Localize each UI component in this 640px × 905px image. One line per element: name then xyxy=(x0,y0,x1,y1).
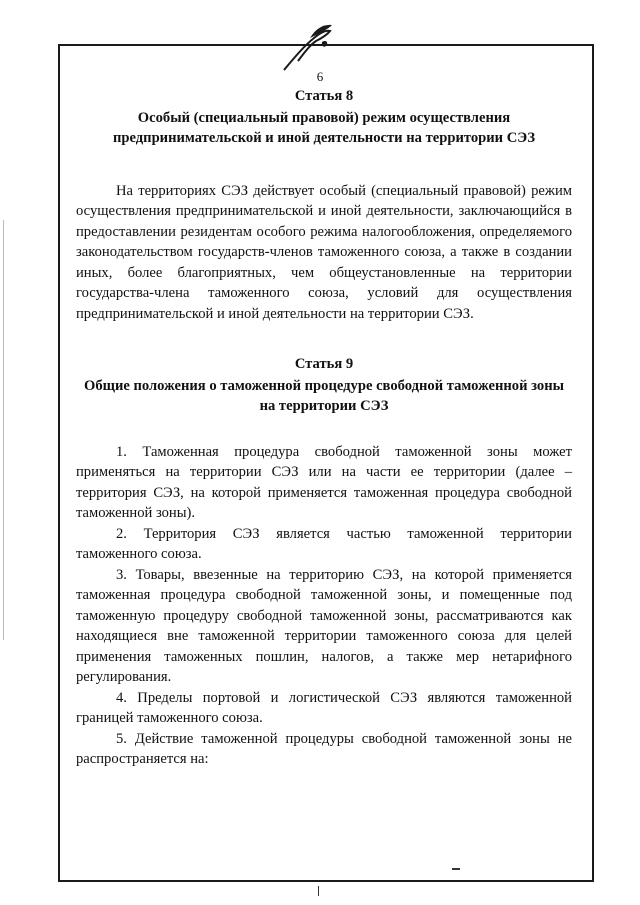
article-9-paragraph-3: 3. Товары, ввезенные на территорию СЭЗ, на которой применяется таможенная процедура свободной таможенной зоны, и помещенные под таможенную процедуру свободной таможенной зоны, рассматриваются как находящиеся вне таможенной территории таможенного союза для целей применения таможенных пошлин, налогов, а также мер нетарифного регулирования. xyxy=(76,566,572,685)
article-9-paragraph-5: 5. Действие таможенной процедуры свободной таможенной зоны не распространяется на: xyxy=(76,730,572,767)
bottom-mark xyxy=(452,868,460,870)
article-9-paragraph-4: 4. Пределы портовой и логистической СЭЗ являются таможенной границей таможенного союза. xyxy=(76,689,572,726)
article-8-paragraph-1: На территориях СЭЗ действует особый (специальный правовой) режим осуществления предпринимательской и иной деятельности, заключающийся в предоставлении резидентам особого режима налогообложения, определяемого законодательством государств-членов таможенного союза, а также в создании иных, более благоприятных, чем общеустановленные на территории государства-члена таможенного союза, условий для осуществления предпринимательской и иной деятельности на территории СЭЗ. xyxy=(76,182,572,322)
document-body xyxy=(76,86,572,770)
article-8-title: Статья 8 xyxy=(294,88,354,104)
article-9-paragraph-2: 2. Территория СЭЗ является частью таможенной территории таможенного союза. xyxy=(76,525,572,562)
article-8-heading: Особый (специальный правовой) режим осуществления предпринимательской и иной деятельности на территории СЭЗ xyxy=(112,109,536,146)
page-number: 6 xyxy=(316,69,324,84)
article-9-heading: Общие положения о таможенной процедуре свободной таможенной зоны на территории СЭЗ xyxy=(83,377,565,414)
signature-mark xyxy=(280,20,336,74)
scan-edge-mark xyxy=(3,220,4,640)
article-9-paragraph-1: 1. Таможенная процедура свободной таможенной зоны может применяться на территории СЭЗ или на части ее территории (далее – территория СЭЗ, на которой применяется таможенная процедура свободной таможенной зоны). xyxy=(76,443,572,521)
bottom-tick xyxy=(318,886,319,896)
article-9-title: Статья 9 xyxy=(294,356,354,372)
